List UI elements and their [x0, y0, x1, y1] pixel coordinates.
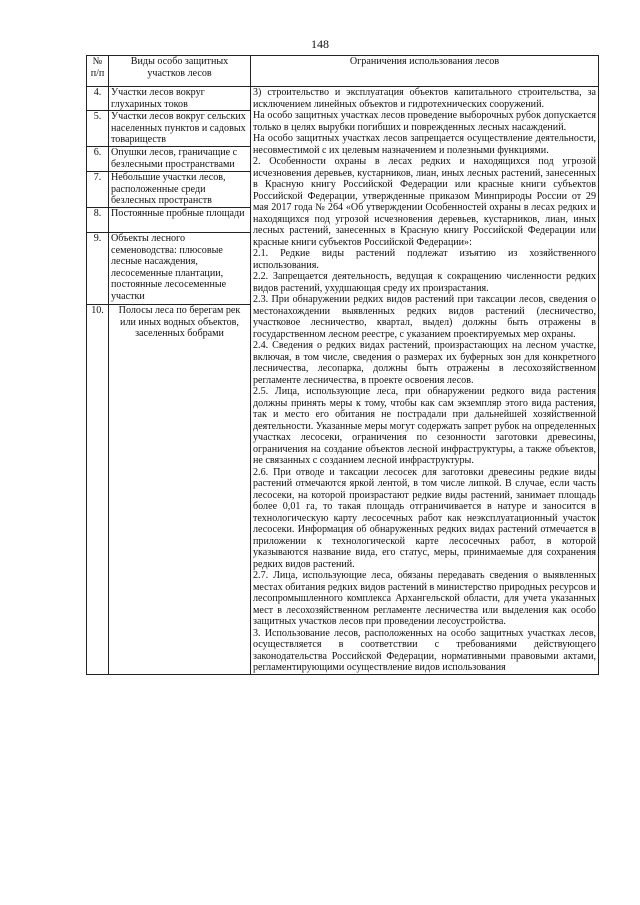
restrictions-table	[86, 55, 599, 675]
row-type: Участки лесов вокруг глухариных токов	[109, 87, 251, 111]
row-type: Опушки лесов, граничащие с безлесными пространствами	[109, 147, 251, 172]
header-limits	[251, 56, 599, 87]
row-type: Объекты лесного семеноводства: плюсовые лесные насаждения, лесосеменные плантации, постоянные лесосеменные участки	[109, 233, 251, 305]
limits-paragraph: 2.4. Сведения о редких видах растений, произрастающих на лесном участке, включая, в том числе, сведения о размерах их буферных зон для конкретного лесничества, лесопарка, должны быть отражены в лесохозяйственном регламенте лесничества, в проекте освоения лесов.	[253, 340, 596, 386]
table-row	[87, 87, 599, 111]
row-num: 7.	[87, 172, 109, 208]
limits-paragraph: 2.3. При обнаружении редких видов растений при таксации лесов, сведения о местонахождении выявленных редких видов растений (лесничество, участковое лесничество, квартал, выдел) должны быть отражены в государственном лесном реестре, с указанием проектируемых мер охраны.	[253, 294, 596, 340]
row-type: Небольшие участки лесов, расположенные среди безлесных пространств	[109, 172, 251, 208]
limits-paragraph: 2. Особенности охраны в лесах редких и находящихся под угрозой исчезновения деревьев, кустарников, лиан, иных лесных растений, занесенных в Красную книгу Российской Федерации или красные книги субъектов Российской Федерации, утвержденные приказом Минприроды России от 29 мая 2017 года № 264 «Об утверждении Особенностей охраны в лесах редких и находящихся под угрозой исчезновения деревьев, кустарников, лиан, иных лесных растений, занесенных в Красную книгу Российской Федерации или красные книги субъектов Российской Федерации»:	[253, 156, 596, 248]
row-num: 6.	[87, 147, 109, 172]
table-header-row	[87, 56, 599, 87]
row-num: 8.	[87, 208, 109, 233]
row-num: 5.	[87, 111, 109, 147]
limits-paragraph: На особо защитных участках лесов проведение выборочных рубок допускается только в целях вырубки погибших и поврежденных лесных насаждений.	[253, 110, 596, 133]
limits-cell	[251, 87, 599, 675]
limits-paragraph: 2.5. Лица, использующие леса, при обнаружении редкого вида растения должны принять меры к тому, чтобы как сам экземпляр этого вида растения, так и место его обитания не пострадали при дальнейшей хозяйственной деятельности. Указанные меры могут содержать запрет рубок на определенных участках лесосеки, ограничения по сезонности заготовки древесины, ограничения на создание объектов лесной инфраструктуры, а также объектов, не связанных с созданием лесной инфраструктуры.	[253, 386, 596, 466]
header-type	[109, 56, 251, 87]
row-num: 10.	[87, 305, 109, 675]
row-type: Участки лесов вокруг сельских населенных пунктов и садовых товариществ	[109, 111, 251, 147]
row-type: Постоянные пробные площади	[109, 208, 251, 233]
limits-paragraph: 3. Использование лесов, расположенных на особо защитных участках лесов, осуществляется в соответствии с требованиями действующего законодательства Российской Федерации, нормативными правовыми актами, регламентирующими осуществление видов использования	[253, 627, 596, 673]
limits-paragraph: 2.7. Лица, использующие леса, обязаны передавать сведения о выявленных местах обитания редких видов растений в министерство природных ресурсов и лесопромышленного комплекса Архангельской области, для учета указанных мест в лесохозяйственном регламенте лесничества или выделения как особо защитных участков лесов при проведении лесоустройства.	[253, 570, 596, 627]
limits-paragraph: На особо защитных участках лесов запрещается осуществление деятельности, несовместимой с их целевым назначением и полезными функциями.	[253, 133, 596, 156]
header-num	[87, 56, 109, 87]
limits-paragraph: 2.1. Редкие виды растений подлежат изъятию из хозяйственного использования.	[253, 248, 596, 271]
header-type-label: Виды особо защитных участков лесов	[130, 56, 229, 79]
page-number: 148	[311, 37, 329, 51]
row-num: 4.	[87, 87, 109, 111]
limits-paragraph: 3) строительство и эксплуатация объектов капитального строительства, за исключением линейных объектов и гидротехнических сооружений.	[253, 87, 596, 110]
row-type: Полосы леса по берегам рек или иных водных объектов, заселенных бобрами	[109, 305, 251, 675]
header-limits-label: Ограничения использования лесов	[349, 56, 500, 67]
limits-paragraph: 2.6. При отводе и таксации лесосек для заготовки древесины редкие виды растений отмечаются яркой лентой, в том числе липкой. В случае, если часть лесосеки, на которой произрастают редкие виды растений, занимает площадь более 0,01 га, то такая площадь отграничивается в натуре и заносится в технологическую карту лесосечных работ как неэксплуатационный участок лесосеки. Информация об обнаруженных редких видах растений отмечается в приложении к технологической карте лесосечных работ, в которой указываются название вида, его статус, меры, принимаемые для сохранения редких видов растений.	[253, 466, 596, 570]
header-num-label: № п/п	[90, 56, 105, 79]
row-num: 9.	[87, 233, 109, 305]
limits-paragraph: 2.2. Запрещается деятельность, ведущая к сокращению численности редких видов растений, ухудшающая среду их произрастания.	[253, 271, 596, 294]
